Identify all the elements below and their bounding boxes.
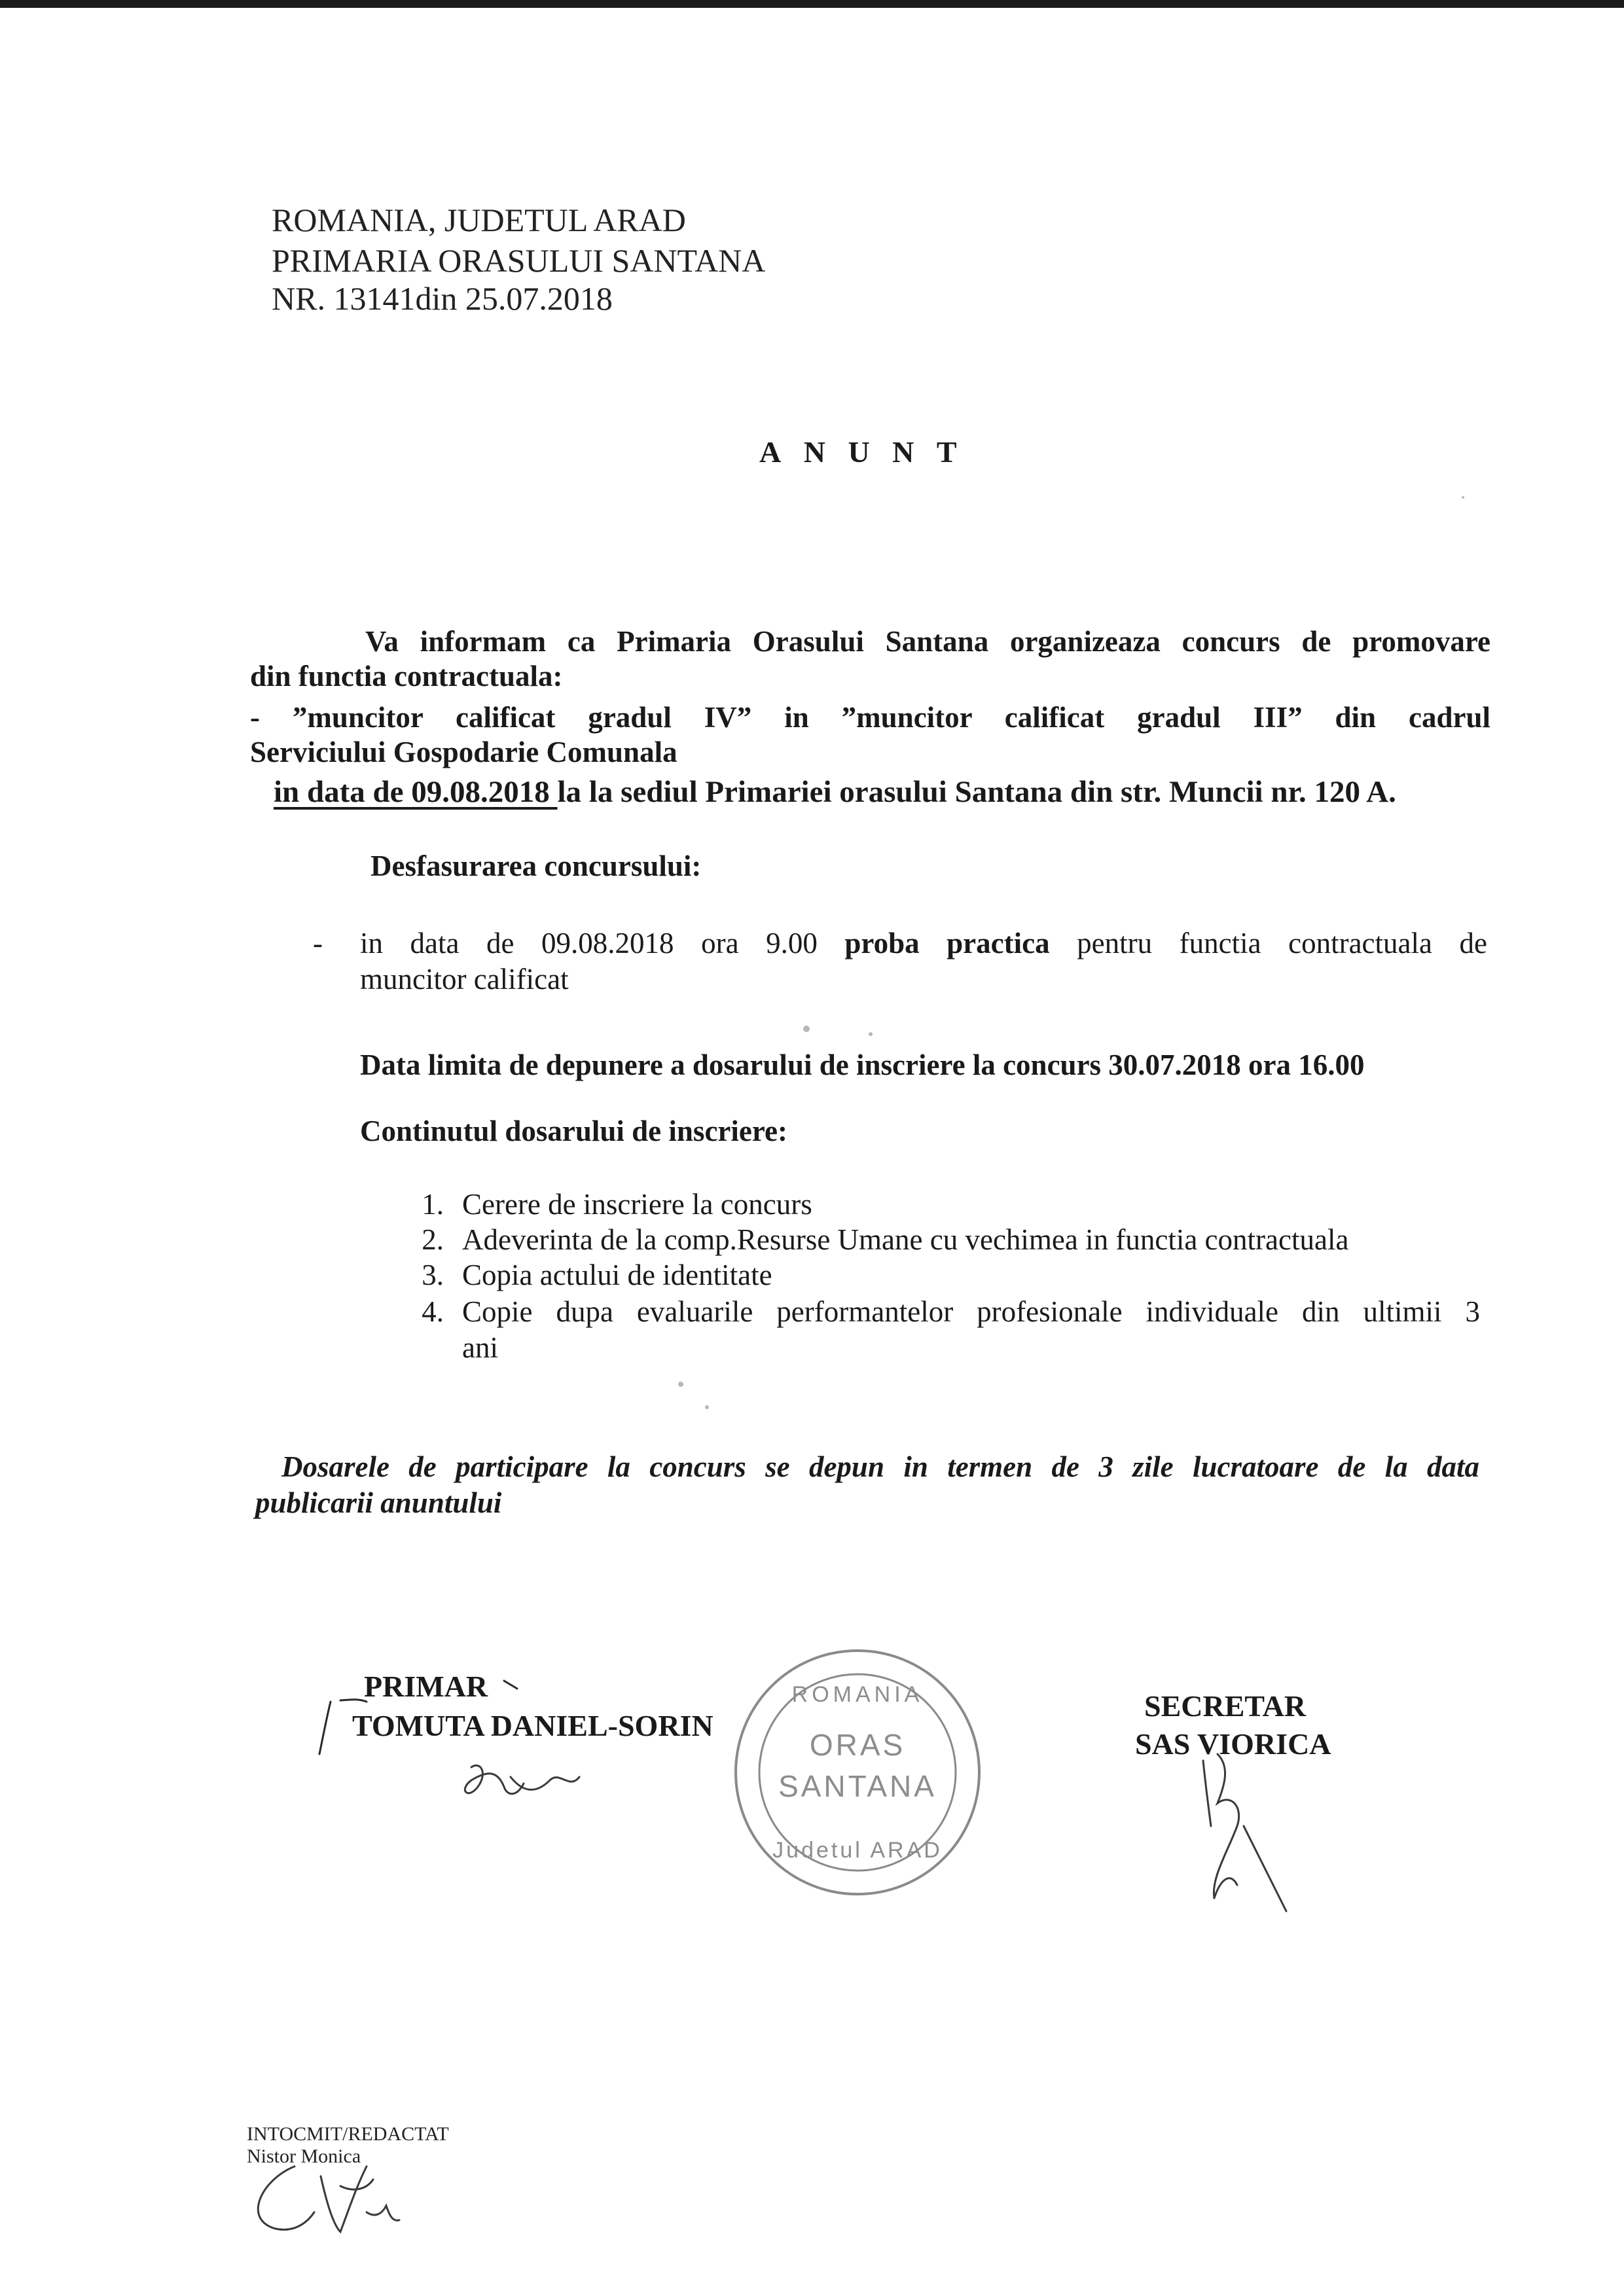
primar-role: PRIMAR xyxy=(364,1670,488,1703)
stamp-top-text: ROMANIA xyxy=(791,1682,924,1707)
list-item-4-text: Copie dupa evaluarile performantelor profesionale individuale din ultimii 3 xyxy=(462,1295,1480,1328)
secretar-name: SAS VIORICA xyxy=(1135,1727,1331,1761)
list-item-3-text: Copia actului de identitate xyxy=(462,1259,772,1291)
intro-line-3: - ”muncitor calificat gradul IV” in ”muncitor calificat gradul III” din cadrul xyxy=(250,701,1490,734)
stamp-center-line-1: ORAS xyxy=(809,1728,906,1762)
deadline-text: Data limita de depunere a dosarului de inscriere la concurs 30.07.2018 ora 16.00 xyxy=(360,1049,1365,1081)
desfasurare-item-functie: pentru functia contractuala de xyxy=(1049,927,1487,960)
header-registration-number: NR. 13141din 25.07.2018 xyxy=(272,280,613,317)
primar-signature-mark xyxy=(319,1681,517,1754)
list-item-1-number: 1. xyxy=(422,1188,444,1221)
scan-specks xyxy=(678,496,1464,1409)
desfasurare-item-date: in data de 09.08.2018 ora 9.00 xyxy=(360,927,845,960)
list-item-4-text-continued: ani xyxy=(462,1331,498,1364)
desfasurare-heading: Desfasurarea concursului: xyxy=(370,850,702,882)
list-item-1-text: Cerere de inscriere la concurs xyxy=(462,1188,812,1221)
list-item-3-number: 3. xyxy=(422,1259,444,1291)
intro-line-4: Serviciului Gospodarie Comunala xyxy=(250,736,677,768)
intocmit-signature xyxy=(258,2166,399,2232)
intro-location: la la sediul Primariei orasului Santana din str. Muncii nr. 120 A. xyxy=(557,775,1396,809)
stamp-text xyxy=(772,1682,943,1863)
stamp-center-line-2: SANTANA xyxy=(778,1769,937,1803)
closing-line-2: publicarii anuntului xyxy=(255,1486,502,1519)
primar-signature xyxy=(465,1765,579,1793)
secretar-signature xyxy=(1203,1754,1286,1911)
primar-name: TOMUTA DANIEL-SORIN xyxy=(352,1709,713,1742)
footer-label: INTOCMIT/REDACTAT xyxy=(247,2123,449,2145)
desfasurare-item-line-2: muncitor calificat xyxy=(360,963,569,996)
header-institution: PRIMARIA ORASULUI SANTANA xyxy=(272,242,766,279)
document-title: ANUNT xyxy=(759,435,980,469)
intro-date-underlined: in data de 09.08.2018 xyxy=(274,775,558,809)
list-item-4-number: 4. xyxy=(422,1295,444,1328)
list-item-2-text: Adeverinta de la comp.Resurse Umane cu vechimea in functia contractuala xyxy=(462,1223,1349,1256)
desfasurare-bullet: - xyxy=(313,927,323,960)
secretar-role: SECRETAR xyxy=(1144,1689,1307,1723)
footer-name: Nistor Monica xyxy=(247,2145,361,2167)
continut-heading: Continutul dosarului de inscriere: xyxy=(360,1115,787,1147)
list-item-2-number: 2. xyxy=(422,1223,444,1256)
desfasurare-item-proba: proba practica xyxy=(844,927,1050,960)
intro-line-2: din functia contractuala: xyxy=(250,660,563,692)
stamp-bottom-text: Judetul ARAD xyxy=(772,1838,943,1863)
header-country-county: ROMANIA, JUDETUL ARAD xyxy=(272,202,686,238)
intro-line-1: Va informam ca Primaria Orasului Santana organizeaza concurs de promovare xyxy=(365,625,1490,658)
closing-line-1: Dosarele de participare la concurs se depun in termen de 3 zile lucratoare de la data xyxy=(281,1450,1479,1483)
